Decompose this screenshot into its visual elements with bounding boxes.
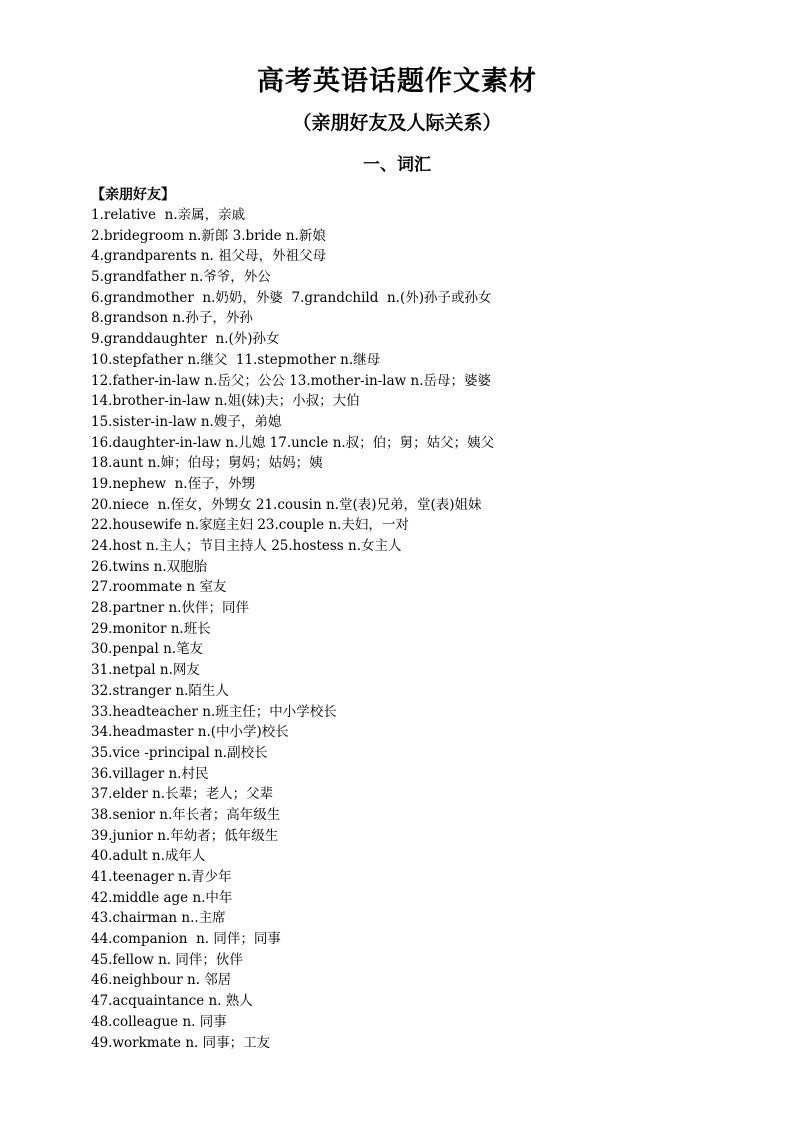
vocab-item: 49.workmate n. 同事；工友 [91, 1034, 271, 1051]
vocab-list [91, 205, 731, 1053]
vocab-item: 29.monitor n.班长 [91, 620, 211, 637]
document-title: 高考英语话题作文素材 [257, 66, 537, 97]
vocab-item: 5.grandfather n.爷爷，外公 [91, 269, 271, 286]
vocab-item: 4.grandparents n. 祖父母，外祖父母 [91, 248, 327, 265]
vocab-item: 19.nephew n.侄子，外甥 [91, 475, 256, 492]
vocab-item: 2.bridegroom n.新郎 3.bride n.新娘 [91, 227, 326, 244]
vocab-item: 38.senior n.年长者；高年级生 [91, 806, 281, 823]
vocab-item: 27.roommate n 室友 [91, 579, 227, 596]
vocab-item: 34.headmaster n.(中小学)校长 [91, 724, 289, 741]
vocab-item: 10.stepfather n.继父 11.stepmother n.继母 [91, 351, 381, 368]
vocab-item: 6.grandmother n.奶奶，外婆 7.grandchild n.(外)孙子或孙女 [91, 289, 492, 306]
vocab-item: 46.neighbour n. 邻居 [91, 972, 232, 989]
vocab-item: 28.partner n.伙伴；同伴 [91, 600, 249, 617]
vocab-item: 18.aunt n.婶；伯母；舅妈；姑妈；姨 [91, 455, 323, 472]
vocab-item: 39.junior n.年幼者；低年级生 [91, 827, 279, 844]
vocab-item: 41.teenager n.青少年 [91, 869, 232, 885]
vocab-item: 16.daughter-in-law n.儿媳 17.uncle n.叔；伯；舅；姑父；姨父 [91, 434, 495, 451]
vocab-item: 32.stranger n.陌生人 [91, 682, 229, 699]
vocab-item: 47.acquaintance n. 熟人 [91, 993, 253, 1010]
vocab-item: 20.niece n.侄女，外甥女 21.cousin n.堂(表)兄弟，堂(表)姐妹 [91, 496, 482, 513]
vocab-item: 44.companion n. 同伴；同事 [91, 931, 281, 948]
vocab-item: 12.father-in-law n.岳父；公公 13.mother-in-law n.岳母；婆婆 [91, 372, 491, 389]
vocab-item: 9.granddaughter n.(外)孙女 [91, 331, 280, 348]
vocab-item: 30.penpal n.笔友 [91, 641, 204, 658]
vocab-item: 43.chairman n..主席 [91, 910, 226, 927]
vocab-item: 42.middle age n.中年 [91, 889, 233, 906]
category-label: 【亲朋好友】 [91, 187, 175, 203]
vocab-item: 40.adult n.成年人 [91, 848, 206, 865]
vocab-item: 37.elder n.长辈；老人；父辈 [91, 786, 274, 803]
vocab-item: 33.headteacher n.班主任；中小学校长 [91, 703, 337, 720]
vocab-item: 31.netpal n.网友 [91, 662, 200, 679]
section-heading: 一、词汇 [363, 155, 431, 175]
vocab-item: 24.host n.主人；节目主持人 25.hostess n.女主人 [91, 538, 402, 554]
vocab-item: 26.twins n.双胞胎 [91, 558, 208, 575]
vocab-item: 22.housewife n.家庭主妇 23.couple n.夫妇，一对 [91, 517, 409, 534]
vocab-item: 14.brother-in-law n.姐(妹)夫；小叔；大伯 [91, 393, 360, 410]
vocab-item: 45.fellow n. 同伴；伙伴 [91, 951, 243, 968]
document-subtitle: （亲朋好友及人际关系） [292, 112, 502, 134]
vocab-item: 8.grandson n.孙子，外孙 [91, 310, 253, 327]
vocab-item: 35.vice -principal n.副校长 [91, 744, 268, 761]
vocab-item: 48.colleague n. 同事 [91, 1013, 227, 1030]
vocab-item: 36.villager n.村民 [91, 765, 209, 782]
vocab-item: 1.relative n.亲属，亲戚 [91, 207, 246, 223]
vocab-item: 15.sister-in-law n.嫂子，弟媳 [91, 413, 282, 430]
